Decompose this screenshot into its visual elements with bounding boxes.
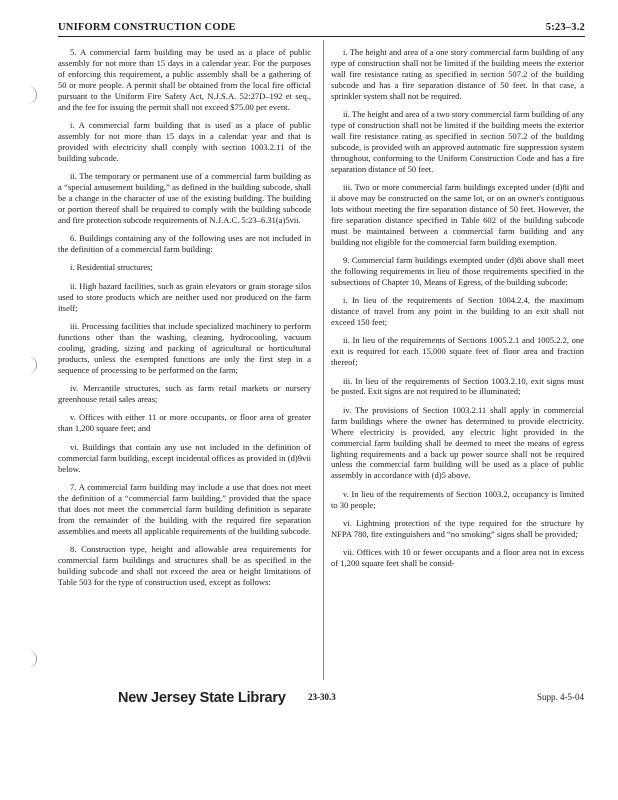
paragraph: iii. Processing facilities that include specialized machinery to perform functions other than the washing, cleaning, hydrocooling, vacuum cooling, grading, sizing and packing of agricultural or horticultural products, unless the exempted functions are only the first step in a sequence of processing to be performed on the farm; <box>58 321 311 375</box>
paragraph: 7. A commercial farm building may include a use that does not meet the definition of a “commercial farm building,” provided that the space that does not meet the commercial farm building definition is separate from the remainder of the building with the required fire separation assemblies and meets all applicable requirements of the building subcode. <box>58 481 312 536</box>
paragraph: vi. Lightning protection of the type required for the structure by NFPA 780, fire extinguishers and “no smoking” signs shall be provided; <box>331 518 584 539</box>
paragraph: v. In lieu of the requirements of Section 1003.2, occupancy is limited to 30 people; <box>331 488 584 510</box>
paragraph: i. The height and area of a one story commercial farm building of any type of construction shall not be limited if the building meets the exterior wall fire resistance rating as specified in section 507.2 of the building subcode and has a fire separation distance of 50 feet. In that case, a sprinkler system shall not be required. <box>331 47 584 101</box>
paragraph: ii. The height and area of a two story commercial farm building of any type of construction shall not be limited if the building meets the exterior wall fire resistance rating as specified in section 507.2 of the building subcode, is provided with an approved automatic fire suppression system throughout, conforming to the Uniform Construction Code and has a fire separation distance of 50 feet. <box>331 109 584 174</box>
paragraph: iv. The provisions of Section 1003.2.11 shall apply in commercial farm buildings where the owner has determined to provide electricity. Where electricity is provided, any electric light provided in the commercial farm building shall be deemed to meet the means of egress lighting requirements and a back up power source shall not be required unless the commercial farm building will be used as a place of public assembly in accordance with (d)5 above. <box>331 404 584 481</box>
left-column <box>58 47 311 595</box>
paragraph: vi. Buildings that contain any use not included in the definition of commercial farm building, except incidental offices as provided in (d)9vii below. <box>58 441 311 474</box>
paragraph: iv. Mercantile structures, such as farm retail markets or nursery greenhouse retail sales areas; <box>58 383 311 404</box>
paragraph: i. Residential structures; <box>70 262 153 273</box>
library-stamp: New Jersey State Library <box>118 690 286 706</box>
paragraph: iii. In lieu of the requirements of Section 1003.2.10, exit signs must be posted. Exit signs are not required to be illuminated; <box>331 375 584 397</box>
paragraph: iii. Two or more commercial farm buildings excepted under (d)8i and ii above may be constructed on the same lot, or on an owner's contiguous lots without meeting the fire separation distance of 50 feet. However, the fire separation distance specified in Table 602 of the building subcode must be maintained between a commercial farm building and any building not eligible for the commercial farm building exemption. <box>331 181 584 247</box>
page-number: 23-30.3 <box>308 692 336 702</box>
paragraph: 8. Construction type, height and allowable area requirements for commercial farm buildings and structures shall be as specified in the building subcode and shall not exceed the area or height limitations of Table 503 for the type of construction used, except as follows: <box>58 543 311 587</box>
running-header <box>58 22 585 37</box>
paragraph: ii. High hazard facilities, such as grain elevators or grain storage silos used to store products which are neither used nor produced on the farm itself; <box>58 280 311 313</box>
paragraph: ii. The temporary or permanent use of a commercial farm building as a “special amusement building,” as defined in the building subcode, shall be a change in the character of use of the existing building. The building or portion thereof shall be required to comply with the building subcode and fire protection subcode requirements of N.J.A.C. 5:23–6.31(a)5vii. <box>58 171 311 225</box>
page-footer <box>0 690 618 730</box>
paragraph: 9. Commercial farm buildings exempted under (d)8i above shall meet the following requirements in lieu of those requirements specified in the subsections of Chapter 10, Means of Egress, of the building subcode: <box>331 254 584 287</box>
paragraph: v. Offices with either 11 or more occupants, or floor area of greater than 1,200 square feet; and <box>58 412 311 434</box>
paragraph: 5. A commercial farm building may be used as a place of public assembly for not more than 15 days in a calendar year. For the purposes of enforcing this requirement, a public assembly shall be a gathering of 50 or more people. A permit shall be obtained from the local fire official pursuant to the Uniform Fire Safety Act, N.J.S.A. 52:27D–192 et seq., and the fee for issuing the permit shall not exceed $75.00 per event. <box>58 47 311 112</box>
column-divider <box>323 40 324 680</box>
punch-hole-mark <box>26 356 37 374</box>
paragraph: i. In lieu of the requirements of Section 1004.2.4, the maximum distance of travel from any point in the building to an exit shall not exceed 150 feet; <box>331 295 584 327</box>
header-title: UNIFORM CONSTRUCTION CODE <box>58 22 236 33</box>
supplement-date: Supp. 4-5-04 <box>537 692 584 702</box>
punch-hole-mark <box>26 650 37 668</box>
paragraph: 6. Buildings containing any of the following uses are not included in the definition of a commercial farm building: <box>58 233 311 254</box>
paragraph: vii. Offices with 10 or fewer occupants and a floor area not in excess of 1,200 square feet shall be consid- <box>331 547 584 569</box>
right-column <box>331 47 584 577</box>
paragraph: ii. In lieu of the requirements of Sections 1005.2.1 and 1005.2.2, one exit is required for each 15,000 square feet of floor area and fraction thereof; <box>331 335 584 368</box>
header-section-number: 5:23–3.2 <box>545 22 585 33</box>
punch-hole-mark <box>26 86 37 104</box>
paragraph: i. A commercial farm building that is used as a place of public assembly for not more than 15 days in a calendar year and that is provided with electricity shall comply with section 1003.2.11 of the building subcode. <box>58 119 311 163</box>
